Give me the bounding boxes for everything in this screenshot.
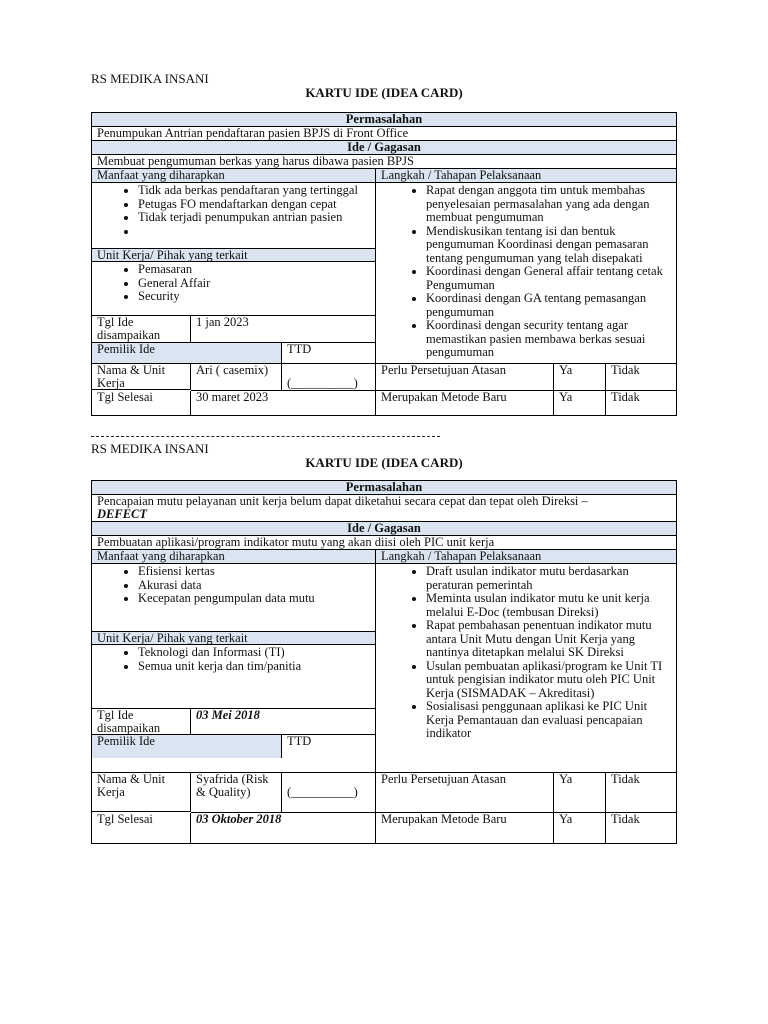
list-item: • Pemasaran [138, 263, 375, 277]
tgl-ide-row [92, 708, 375, 734]
persetujuan-ya: Ya [554, 364, 606, 391]
list-item: • Efisiensi kertas [138, 565, 375, 579]
list-item: • General Affair [138, 277, 375, 291]
pemilik-label: Pemilik Ide [92, 343, 282, 363]
unit-header: Unit Kerja/ Pihak yang terkait [92, 631, 375, 645]
langkah-list [376, 183, 676, 360]
manfaat-list [92, 564, 375, 631]
list-item [138, 225, 375, 239]
unit-list [92, 262, 375, 314]
details-section [92, 550, 676, 773]
permasalahan-body: Pencapaian mutu pelayanan unit kerja belum dapat diketahui secara cepat dan tepat oleh Direksi – [97, 494, 588, 508]
tgl-ide-value: 03 Mei 2018 [196, 708, 260, 722]
manfaat-list [92, 183, 375, 248]
ttd-blank: (__________) [282, 773, 376, 813]
metode-label: Merupakan Metode Baru [376, 813, 554, 844]
list-item: • Sosialisasi penggunaan aplikasi ke PIC Unit Kerja Pemantauan dan evaluasi pencapaian indikator [426, 700, 670, 741]
persetujuan-tidak: Tidak [606, 773, 676, 813]
hospital-name: RS MEDIKA INSANI [91, 441, 209, 456]
list-item: • Petugas FO mendaftarkan dengan cepat [138, 198, 375, 212]
permasalahan-text: Penumpukan Antrian pendaftaran pasien BPJS di Front Office [92, 127, 676, 141]
ide-text: Pembuatan aplikasi/program indikator mutu yang akan diisi oleh PIC unit kerja [92, 536, 676, 550]
hospital-name: RS MEDIKA INSANI [91, 71, 209, 86]
list-item: • Tidak terjadi penumpukan antrian pasien [138, 211, 375, 225]
permasalahan-text [92, 495, 676, 522]
ide-header: Ide / Gagasan [92, 522, 676, 536]
idea-card-2 [91, 480, 677, 844]
tgl-ide-label: Tgl Ide disampaikan [92, 316, 191, 342]
ide-header: Ide / Gagasan [92, 141, 676, 155]
list-item: • Teknologi dan Informasi (TI) [138, 646, 375, 660]
permasalahan-emphasis: DEFECT [97, 507, 148, 521]
list-item: • Draft usulan indikator mutu berdasarkan peraturan pemerintah [426, 565, 670, 592]
list-item: • Akurasi data [138, 579, 375, 593]
langkah-header: Langkah / Tahapan Pelaksanaan [376, 550, 676, 564]
persetujuan-label: Perlu Persetujuan Atasan [376, 364, 554, 391]
persetujuan-label: Perlu Persetujuan Atasan [376, 773, 554, 813]
card-title: KARTU IDE (IDEA CARD) [305, 455, 463, 470]
list-item: • Mendiskusikan tentang isi dan bentuk pengumuman Koordinasi dengan pemasaran tentang pengumuman yang telah disepakati [426, 225, 670, 266]
list-item: • Rapat dengan anggota tim untuk membahas penyelesaian permasalahan yang ada dengan membuat pengumuman [426, 184, 670, 225]
list-item: • Kecepatan pengumpulan data mutu [138, 592, 375, 606]
tgl-selesai-value: 30 maret 2023 [191, 391, 376, 416]
list-item: • Usulan pembuatan aplikasi/program ke Unit TI untuk pengisian indikator mutu oleh PIC Unit Kerja (SISMADAK – Akreditasi) [426, 660, 670, 701]
metode-tidak: Tidak [611, 390, 640, 404]
pemilik-row [92, 342, 375, 363]
persetujuan-tidak: Tidak [606, 364, 676, 391]
card-title: KARTU IDE (IDEA CARD) [305, 85, 463, 100]
ttd-blank: (__________) [282, 364, 376, 391]
langkah-header: Langkah / Tahapan Pelaksanaan [376, 169, 676, 183]
list-item: • Koordinasi dengan General affair tentang cetak Pengumuman [426, 265, 670, 292]
nama-label: Nama & Unit Kerja [92, 364, 191, 390]
details-section [92, 169, 676, 364]
unit-list [92, 645, 375, 708]
langkah-list [376, 564, 676, 741]
list-item: • Tidk ada berkas pendaftaran yang tertinggal [138, 184, 375, 198]
permasalahan-header: Permasalahan [92, 113, 676, 127]
metode-ya: Ya [554, 391, 606, 416]
ttd-label: TTD [287, 734, 312, 748]
approval-section [92, 364, 676, 415]
pemilik-row [92, 734, 375, 758]
permasalahan-header: Permasalahan [92, 481, 676, 495]
list-item: • Security [138, 290, 375, 304]
unit-header: Unit Kerja/ Pihak yang terkait [92, 248, 375, 262]
approval-section [92, 773, 676, 843]
list-item: • Rapat pembahasan penentuan indikator mutu antara Unit Mutu dengan Unit Kerja yang nantinya ditetapkan melalui SK Direksi [426, 619, 670, 660]
ttd-label: TTD [287, 341, 312, 356]
nama-value: Ari ( casemix) [191, 364, 282, 391]
list-item: • Meminta usulan indikator mutu ke unit kerja melalui E-Doc (tembusan Direksi) [426, 592, 670, 619]
tgl-ide-label: Tgl Ide disampaikan [92, 709, 191, 735]
ide-text: Membuat pengumuman berkas yang harus dibawa pasien BPJS [92, 155, 676, 169]
persetujuan-ya: Ya [554, 773, 606, 813]
tgl-ide-value: 1 jan 2023 [196, 314, 249, 329]
manfaat-header: Manfaat yang diharapkan [92, 550, 375, 564]
nama-value: Syafrida (Risk & Quality) [191, 773, 282, 813]
pemilik-label: Pemilik Ide [92, 735, 282, 758]
nama-label: Nama & Unit Kerja [92, 773, 191, 812]
metode-tidak: Tidak [611, 811, 640, 826]
tgl-selesai-label: Tgl Selesai [92, 813, 191, 843]
tgl-selesai-label: Tgl Selesai [92, 391, 191, 416]
list-item: • Koordinasi dengan GA tentang pemasangan pengumuman [426, 292, 670, 319]
metode-label: Merupakan Metode Baru [376, 391, 554, 416]
metode-ya: Ya [554, 813, 606, 844]
tgl-selesai-value: 03 Oktober 2018 [191, 813, 376, 844]
idea-card-1 [91, 112, 677, 416]
separator [91, 436, 440, 437]
manfaat-header: Manfaat yang diharapkan [92, 169, 375, 183]
list-item: • Semua unit kerja dan tim/panitia [138, 660, 375, 674]
tgl-ide-row [92, 315, 375, 342]
list-item: • Koordinasi dengan security tentang agar memastikan pasien membawa berkas sesuai pengumuman [426, 319, 670, 360]
